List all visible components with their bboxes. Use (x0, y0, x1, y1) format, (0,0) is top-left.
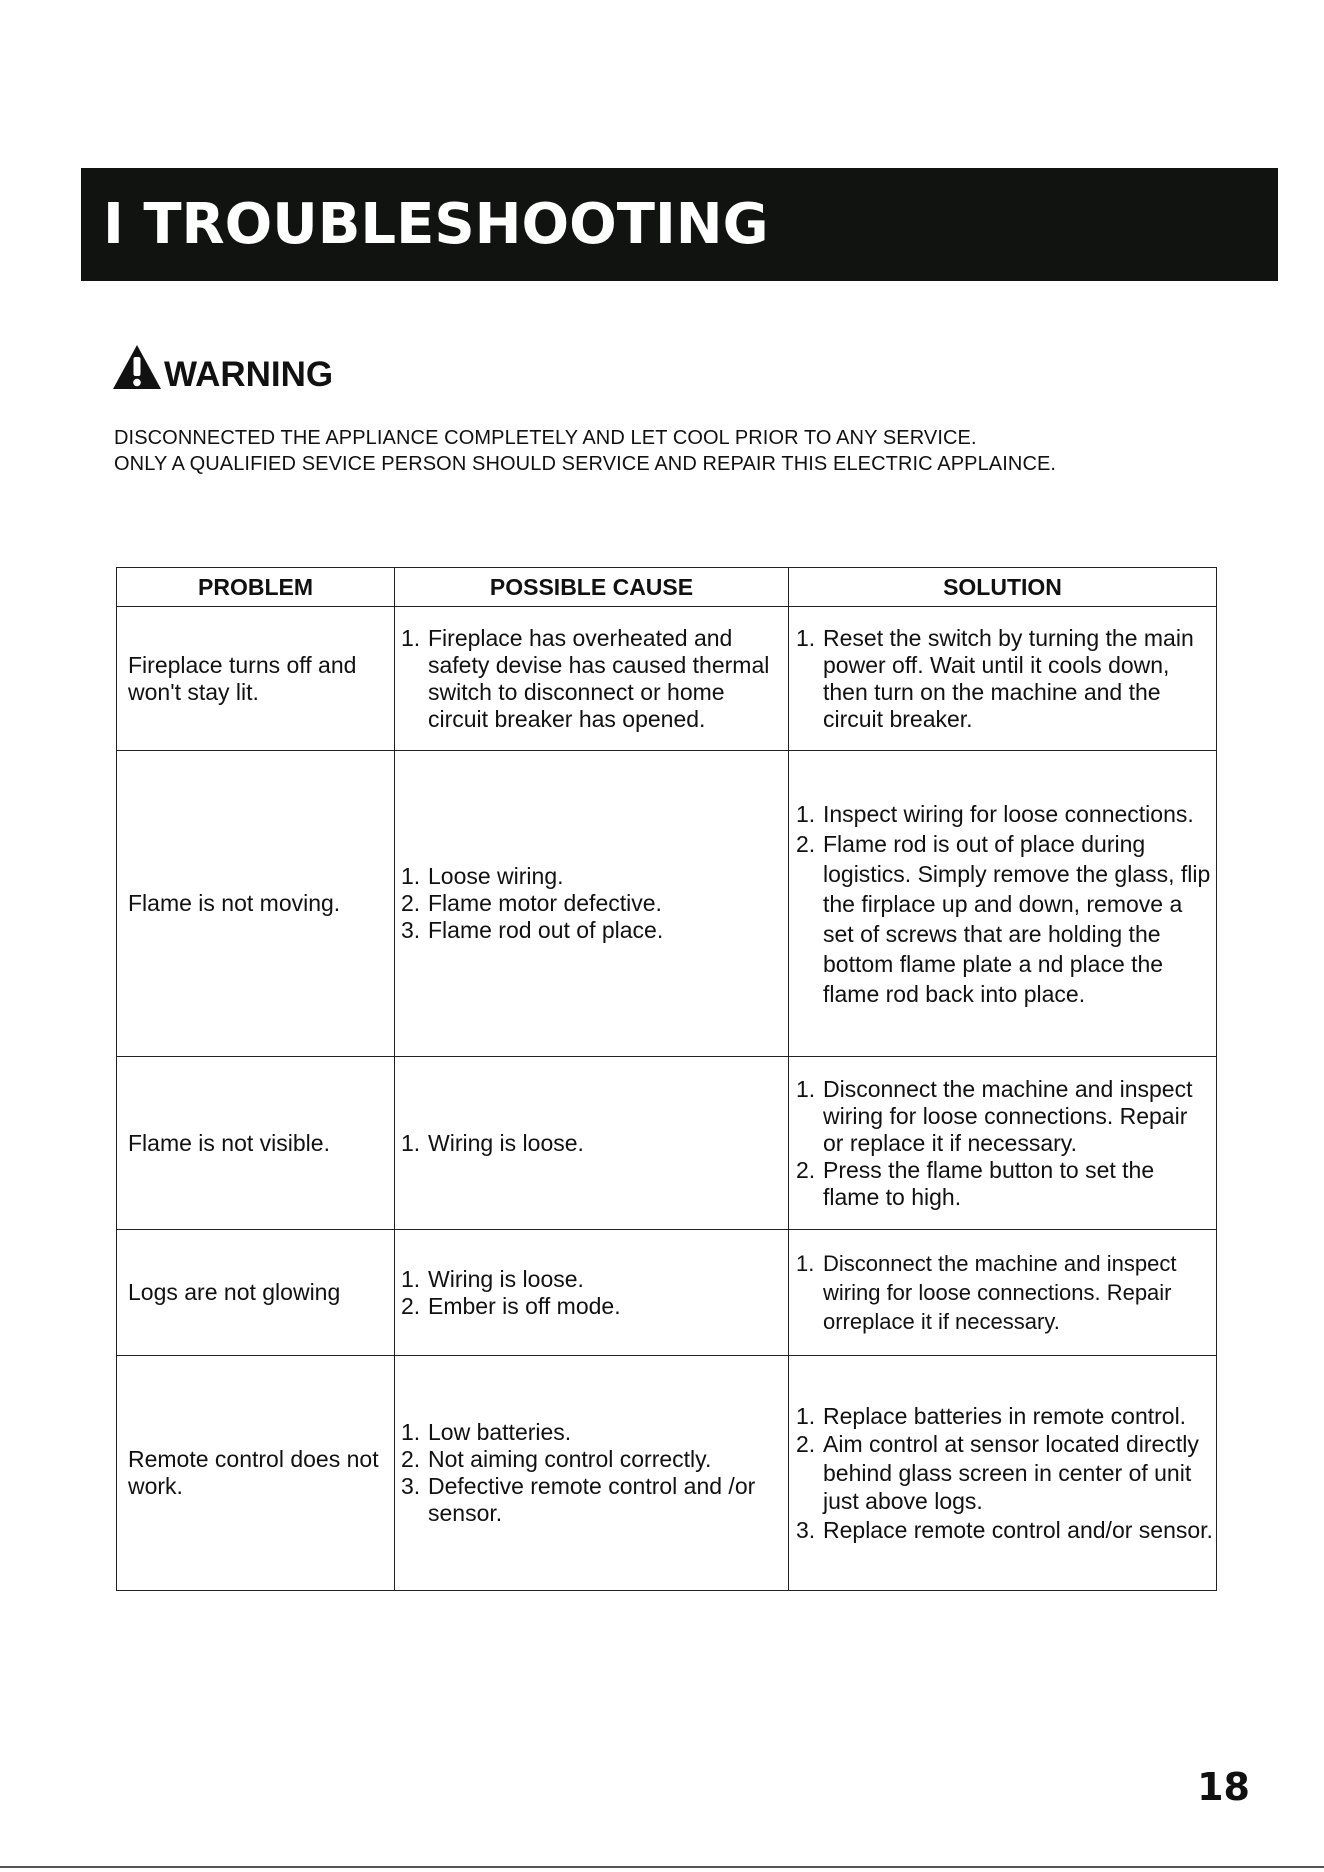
table-header-row (117, 568, 1217, 607)
list-item (401, 890, 784, 917)
warning-label: WARNING (164, 355, 334, 394)
item-number: 2. (401, 1292, 421, 1319)
item-text: Flame rod out of place. (428, 917, 664, 943)
troubleshooting-table (116, 567, 1217, 1591)
item-number: 3. (401, 917, 421, 943)
item-text: Disconnect the machine and inspect wiring for loose connections. Repair or replace it if necessary. (823, 1075, 1193, 1156)
warning-line: ONLY A QUALIFIED SEVICE PERSON SHOULD SERVICE AND REPAIR THIS ELECTRIC APPLAINCE. (114, 453, 1057, 475)
list-item (401, 917, 784, 944)
solution-cell (789, 1230, 1217, 1356)
item-text: Wiring is loose. (428, 1265, 584, 1292)
item-number: 1. (401, 863, 421, 889)
list-item (796, 1430, 1214, 1516)
item-text: Defective remote control and /or sensor. (428, 1473, 756, 1526)
item-number: 1. (401, 1265, 421, 1292)
cause-cell (395, 751, 789, 1057)
item-number: 1. (796, 1075, 816, 1102)
item-text: Flame motor defective. (428, 890, 662, 916)
column-header-problem: PROBLEM (117, 568, 395, 607)
item-number: 1. (401, 624, 421, 651)
column-header-solution: SOLUTION (789, 568, 1217, 607)
item-number: 2. (796, 830, 816, 857)
solution-cell (789, 1356, 1217, 1591)
list-item (401, 863, 784, 890)
item-text: Wiring is loose. (428, 1129, 584, 1156)
list-item (401, 1446, 784, 1473)
column-header-cause: POSSIBLE CAUSE (395, 568, 789, 607)
item-number: 2. (401, 890, 421, 916)
list-item (796, 799, 1214, 829)
item-text: Replace batteries in remote control. (823, 1402, 1187, 1429)
list-item (796, 1249, 1214, 1336)
list-item (401, 1419, 784, 1446)
item-text: Ember is off mode. (428, 1292, 621, 1319)
cause-cell (395, 1230, 789, 1356)
cause-cell (395, 1057, 789, 1230)
problem-cell: Logs are not glowing (117, 1230, 395, 1356)
list-item (401, 625, 784, 733)
solution-cell (789, 607, 1217, 751)
item-number: 1. (796, 624, 816, 651)
item-number: 3. (401, 1473, 421, 1499)
cause-cell (395, 1356, 789, 1591)
item-text: Flame rod is out of place during logistics. Simply remove the glass, flip the firplace up and down, remove a set of screws that are holding the bottom flame plate a nd place the flame rod back into place. (823, 830, 1211, 1007)
item-number: 1. (401, 1419, 421, 1445)
warning-heading (112, 338, 334, 394)
list-item (796, 1076, 1214, 1157)
item-text: Fireplace has overheated and safety devise has caused thermal switch to disconnect or home circuit breaker has opened. (428, 624, 770, 732)
list-item (401, 1473, 784, 1527)
item-text: Reset the switch by turning the main power off. Wait until it cools down, then turn on the machine and the circuit breaker. (823, 624, 1194, 732)
section-header-bar (81, 168, 1278, 281)
problem-cell: Flame is not moving. (117, 751, 395, 1057)
table-row (117, 1057, 1217, 1230)
page-number: 18 (1197, 1765, 1250, 1809)
table-row (117, 751, 1217, 1057)
item-text: Loose wiring. (428, 863, 564, 889)
item-text: Low batteries. (428, 1419, 572, 1445)
list-item (796, 625, 1214, 733)
item-number: 1. (796, 1251, 815, 1276)
item-text: Press the flame button to set the flame to high. (823, 1156, 1155, 1210)
list-item (401, 1266, 784, 1293)
warning-line: DISCONNECTED THE APPLIANCE COMPLETELY AND LET COOL PRIOR TO ANY SERVICE. (114, 427, 977, 449)
warning-triangle-icon (112, 344, 162, 390)
item-text: Not aiming control correctly. (428, 1446, 712, 1472)
problem-cell: Remote control does not work. (117, 1356, 395, 1591)
section-title: I TROUBLESHOOTING (103, 191, 769, 257)
table-row (117, 1230, 1217, 1356)
problem-cell: Flame is not visible. (117, 1057, 395, 1230)
item-text: Aim control at sensor located directly behind glass screen in center of unit just above logs. (823, 1431, 1199, 1515)
item-number: 1. (401, 1129, 421, 1156)
item-number: 2. (796, 1156, 816, 1183)
item-number: 1. (796, 800, 816, 827)
table-row (117, 607, 1217, 751)
list-item (401, 1130, 784, 1157)
item-number: 2. (796, 1431, 816, 1458)
list-item (796, 1402, 1214, 1431)
solution-cell (789, 1057, 1217, 1230)
item-text: Inspect wiring for loose connections. (823, 800, 1194, 827)
list-item (796, 829, 1214, 1009)
warning-text (114, 425, 1234, 477)
solution-cell (789, 751, 1217, 1057)
problem-cell: Fireplace turns off and won't stay lit. (117, 607, 395, 751)
item-number: 1. (796, 1402, 816, 1429)
list-item (796, 1516, 1214, 1545)
table-row (117, 1356, 1217, 1591)
item-number: 3. (796, 1516, 816, 1543)
item-number: 2. (401, 1446, 421, 1472)
cause-cell (395, 607, 789, 751)
list-item (796, 1157, 1214, 1211)
item-text: Disconnect the machine and inspect wiring for loose connections. Repair orreplace it if necessary. (823, 1251, 1177, 1334)
item-text: Replace remote control and/or sensor. (823, 1516, 1213, 1543)
page-bottom-rule (0, 1866, 1324, 1868)
list-item (401, 1293, 784, 1320)
